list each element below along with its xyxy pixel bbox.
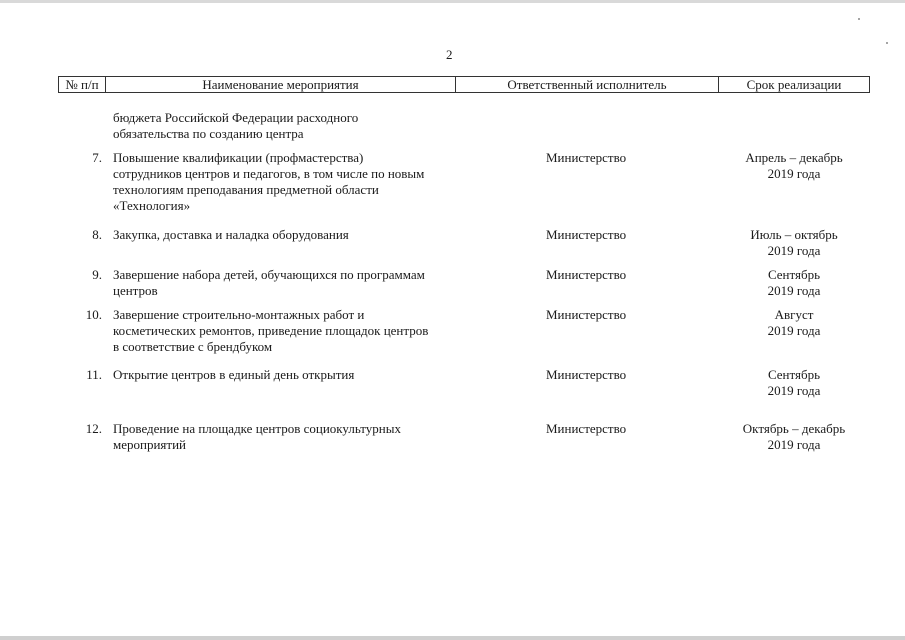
row-number: 9.	[92, 267, 102, 282]
row-event-name: Завершение строительно-монтажных работ и косметических ремонтов, приведение площадок центров в соответствие с брендбуком	[113, 307, 429, 354]
row-number: 12.	[85, 421, 102, 436]
row-event-name: Открытие центров в единый день открытия	[113, 367, 355, 382]
row-event-name: Завершение набора детей, обучающихся по программам центров	[113, 267, 425, 298]
row-number: 10.	[85, 307, 102, 322]
header-deadline: Срок реализации	[719, 77, 870, 93]
header-number: № п/п	[59, 77, 106, 93]
row-responsible: Министерство	[546, 367, 627, 382]
row-event-name: Проведение на площадке центров социокультурных мероприятий	[113, 421, 401, 452]
row-deadline-year: 2019 года	[767, 166, 821, 181]
table-header	[58, 76, 870, 93]
row-number: 7.	[92, 150, 102, 165]
row-event-name: Повышение квалификации (профмастерства) сотрудников центров и педагогов, в том числе по новым технологиям преподавания предметной области «Технология»	[113, 150, 425, 213]
scan-speck	[886, 42, 888, 44]
row-deadline-period: Август	[774, 307, 814, 322]
row-deadline	[720, 307, 868, 339]
row-deadline-year: 2019 года	[767, 283, 821, 298]
row-responsible: Министерство	[546, 421, 627, 436]
page-number: 2	[446, 47, 453, 62]
scan-edge-top	[0, 0, 905, 3]
row-responsible: Министерство	[546, 150, 627, 165]
row-deadline-year: 2019 года	[767, 243, 821, 258]
row-event-name: Закупка, доставка и наладка оборудования	[113, 227, 349, 242]
row-number: 8.	[92, 227, 102, 242]
row-responsible: Министерство	[546, 227, 627, 242]
row-deadline-period: Апрель – декабрь	[745, 150, 843, 165]
row-number: 11.	[86, 367, 102, 382]
row-deadline	[720, 227, 868, 259]
row-deadline-period: Сентябрь	[767, 267, 821, 282]
header-responsible: Ответственный исполнитель	[456, 77, 719, 93]
scan-edge-bottom	[0, 636, 905, 640]
row-deadline	[720, 421, 868, 453]
row-deadline	[720, 150, 868, 182]
continuation-text: бюджета Российской Федерации расходного обязательства по созданию центра	[113, 110, 359, 141]
header-event-name: Наименование мероприятия	[106, 77, 456, 93]
row-deadline-year: 2019 года	[767, 383, 821, 398]
row-deadline-period: Июль – октябрь	[750, 227, 838, 242]
row-deadline	[720, 367, 868, 399]
scan-speck	[858, 18, 860, 20]
row-deadline-year: 2019 года	[767, 437, 821, 452]
row-deadline	[720, 267, 868, 299]
row-responsible: Министерство	[546, 307, 627, 322]
row-responsible: Министерство	[546, 267, 627, 282]
row-deadline-year: 2019 года	[767, 323, 821, 338]
row-deadline-period: Октябрь – декабрь	[742, 421, 846, 436]
row-deadline-period: Сентябрь	[767, 367, 821, 382]
